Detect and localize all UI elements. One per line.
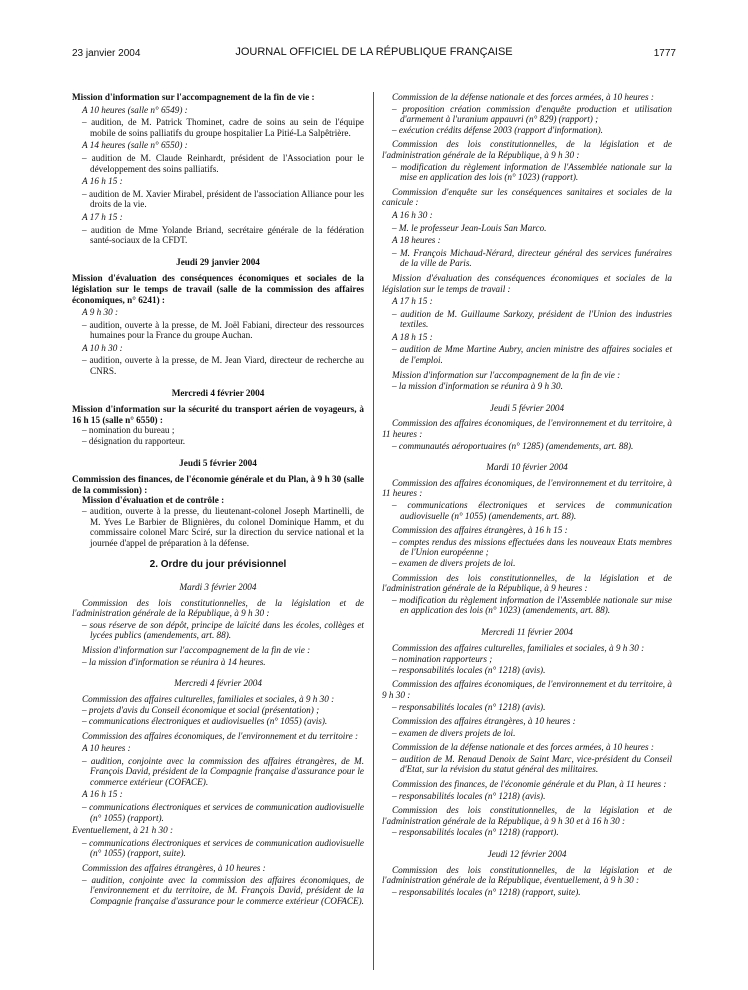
agenda-item: – responsabilités locales (n° 1218) (rapport, suite). bbox=[392, 886, 581, 897]
commission-title: Commission des affaires étrangères, à 10 heures : bbox=[392, 716, 576, 727]
commission-title: Mission d'information sur l'accompagnement de la fin de vie : bbox=[82, 644, 311, 655]
commission-title: Commission des affaires économiques, de l'environnement et du territoire, à 11 heures : bbox=[382, 477, 672, 499]
commission-title: Commission des affaires économiques, de l'environnement et du territoire, à 9 h 30 : bbox=[382, 679, 672, 700]
agenda-item: – proposition création commission d'enquête production et utilisation d'armement à l'uranium appauvri (n° 829) (rapport) ; bbox=[392, 103, 672, 125]
agenda-item: – examen de divers projets de loi. bbox=[392, 727, 516, 738]
mission-title: Mission d'information sur l'accompagnement de la fin de vie : bbox=[72, 92, 315, 102]
agenda-item: – responsabilités locales (n° 1218) (rapport). bbox=[392, 827, 559, 838]
agenda-item: – responsabilités locales (n° 1218) (avis). bbox=[392, 664, 546, 675]
agenda-item: – M. le professeur Jean-Louis San Marco. bbox=[392, 222, 547, 233]
agenda-item: – audition, conjointe avec la commission des affaires étrangères, de M. François David, président de la Compagnie française d'assurance pour le commerce extérieur (COFACE). bbox=[82, 755, 364, 787]
time-slot: A 16 h 15 : bbox=[82, 789, 123, 800]
agenda-item: – communications électroniques et services de communication audiovisuelle (n° 1055) (rapport). bbox=[82, 802, 364, 823]
time-slot: A 17 h 15 : bbox=[392, 296, 433, 307]
time-slot: A 17 h 15 : bbox=[82, 211, 123, 222]
page-number: 1777 bbox=[653, 48, 676, 59]
journal-title: JOURNAL OFFICIEL DE LA RÉPUBLIQUE FRANÇAISE bbox=[235, 46, 513, 58]
commission-title: Commission des lois constitutionnelles, de la législation et de l'administration générale de la République, à 9 h 30 : bbox=[382, 139, 672, 160]
commission-title: Commission des affaires étrangères, à 16 h 15 : bbox=[392, 525, 568, 536]
page-header bbox=[72, 46, 676, 62]
commission-title: Commission des affaires étrangères, à 10 heures : bbox=[82, 863, 266, 874]
day-heading: Mercredi 4 février 2004 bbox=[174, 678, 262, 689]
day-heading: Jeudi 12 février 2004 bbox=[487, 849, 567, 860]
commission-title: Commission de la défense nationale et des forces armées, à 10 heures : bbox=[392, 92, 654, 102]
agenda-item: – communications électroniques et services de communication audiovisuelle (n° 1055) (amendements, art. 88). bbox=[392, 500, 672, 521]
mission-title: Mission d'information sur la sécurité du transport aérien de voyageurs, à 16 h 15 (salle n° 6550) : bbox=[72, 404, 364, 425]
agenda-item: – désignation du rapporteur. bbox=[82, 436, 186, 447]
header-date: 23 janvier 2004 bbox=[72, 48, 141, 59]
agenda-item: – audition de Mme Yolande Briand, secrétaire générale de la fédération santé-sociaux de la CFDT. bbox=[82, 224, 364, 246]
day-heading: Jeudi 29 janvier 2004 bbox=[176, 256, 260, 267]
agenda-item: – comptes rendus des missions effectuées dans les nouveaux Etats membres de l'Union européenne ; bbox=[392, 536, 672, 558]
commission-title: Commission des lois constitutionnelles, de la législation et de l'administration générale de la République, à 9 heures : bbox=[382, 572, 672, 594]
time-slot: A 10 heures : bbox=[82, 743, 131, 754]
mission-subtitle: Mission d'évaluation et de contrôle : bbox=[82, 495, 225, 506]
day-heading: Mercredi 11 février 2004 bbox=[481, 626, 573, 637]
day-heading: Jeudi 5 février 2004 bbox=[489, 402, 565, 413]
agenda-item: – audition, de M. Patrick Thominet, cadre de soins au sein de l'équipe mobile de soins palliatifs du groupe hospitalier La Pitié-La Salpêtrière. bbox=[82, 117, 364, 138]
time-slot: A 18 heures : bbox=[392, 235, 441, 246]
day-heading: Mercredi 4 février 2004 bbox=[171, 387, 265, 398]
time-slot: A 10 h 30 : bbox=[82, 342, 123, 353]
left-column bbox=[72, 92, 364, 906]
column-divider bbox=[373, 92, 374, 970]
commission-title: Commission des affaires culturelles, familiales et sociales, à 9 h 30 : bbox=[82, 693, 335, 704]
agenda-item: – examen de divers projets de loi. bbox=[392, 557, 516, 568]
agenda-item: – responsabilités locales (n° 1218) (avis). bbox=[392, 790, 546, 801]
time-slot: A 16 h 15 : bbox=[82, 176, 123, 187]
agenda-item: – audition, ouverte à la presse, de M. Jean Viard, directeur de recherche au CNRS. bbox=[82, 355, 364, 377]
day-heading: Jeudi 5 février 2004 bbox=[179, 457, 257, 468]
agenda-item: – M. François Michaud-Nérard, directeur général des services funéraires de la ville de Paris. bbox=[392, 247, 672, 269]
agenda-item: – communications électroniques et audiovisuelles (n° 1055) (avis). bbox=[82, 715, 328, 726]
agenda-item: – exécution crédits défense 2003 (rapport d'information). bbox=[392, 124, 603, 135]
agenda-item: – modification du règlement information de l'Assemblée nationale sur mise en application des lois (n° 1023) (amendements, art. 88). bbox=[392, 594, 672, 616]
time-slot: A 10 heures (salle n° 6549) : bbox=[82, 104, 188, 115]
commission-title: Commission des lois constitutionnelles, de la législation et de l'administration générale de la République, éventuellement, à 9 h 30 : bbox=[382, 864, 672, 886]
agenda-item: – projets d'avis du Conseil économique et social (présentation) ; bbox=[82, 705, 320, 716]
commission-title: Commission des lois constitutionnelles, de la législation et de l'administration générale de la République, à 9 h 30 et à 16 h 30 : bbox=[382, 805, 672, 826]
agenda-item: – communautés aéroportuaires (n° 1285) (amendements, art. 88). bbox=[392, 440, 634, 451]
agenda-item: – communications électroniques et services de communication audiovisuelle (n° 1055) (rapport, suite). bbox=[82, 837, 364, 859]
day-heading: Mardi 3 février 2004 bbox=[179, 581, 257, 592]
agenda-item: – nomination du bureau ; bbox=[82, 425, 175, 436]
commission-title: Commission des lois constitutionnelles, de la législation et de l'administration générale de la République, à 9 h 30 : bbox=[72, 597, 364, 619]
commission-title: Mission d'évaluation des conséquences économiques et sociales de la législation sur le temps de travail : bbox=[382, 272, 672, 294]
time-slot: A 9 h 30 : bbox=[82, 307, 119, 318]
agenda-item: – la mission d'information se réunira à 9 h 30. bbox=[392, 381, 563, 392]
agenda-item: – audition de M. Guillaume Sarkozy, président de l'Union des industries textiles. bbox=[392, 308, 672, 330]
commission-title: Commission d'enquête sur les conséquences sanitaires et sociales de la canicule : bbox=[382, 186, 672, 208]
time-slot: A 18 h 15 : bbox=[392, 331, 433, 342]
time-slot: Eventuellement, à 21 h 30 : bbox=[72, 825, 174, 836]
time-slot: A 16 h 30 : bbox=[392, 209, 433, 220]
agenda-item: – audition de M. Renaud Denoix de Saint Marc, vice-président du Conseil d'Etat, sur la révision du statut général des militaires. bbox=[392, 753, 672, 775]
commission-title: Commission des affaires économiques, de l'environnement et du territoire : bbox=[82, 730, 359, 741]
agenda-item: – audition, ouverte à la presse, de M. Joël Fabiani, directeur des ressources humaines pour la France du groupe Auchan. bbox=[82, 319, 364, 341]
agenda-item: – modification du règlement information de l'Assemblée nationale sur la mise en application des lois (n° 1023) (rapport). bbox=[392, 161, 672, 183]
right-column bbox=[382, 92, 672, 897]
agenda-item: – nomination rapporteurs ; bbox=[392, 654, 493, 665]
agenda-item: – audition de M. Claude Reinhardt, président de l'Association pour le développement des soins palliatifs. bbox=[82, 152, 364, 174]
day-heading: Mardi 10 février 2004 bbox=[486, 462, 568, 473]
agenda-item: – la mission d'information se réunira à 14 heures. bbox=[82, 656, 266, 667]
agenda-item: – audition de Mme Martine Aubry, ancien ministre des affaires sociales et de l'emploi. bbox=[392, 344, 672, 366]
commission-title: Commission des affaires culturelles, familiales et sociales, à 9 h 30 : bbox=[392, 642, 645, 653]
agenda-item: – responsabilités locales (n° 1218) (avis). bbox=[392, 701, 546, 712]
commission-title: Commission de la défense nationale et des forces armées, à 10 heures : bbox=[392, 742, 654, 753]
mission-title: Mission d'évaluation des conséquences économiques et sociales de la législation sur le temps de travail (salle de la commission des affaires économiques, n° 6241) : bbox=[72, 273, 364, 305]
commission-title: Commission des affaires économiques, de l'environnement et du territoire, à 11 heures : bbox=[382, 418, 672, 440]
agenda-item: – sous réserve de son dépôt, principe de laïcité dans les écoles, collèges et lycées publics (amendements, art. 88). bbox=[82, 619, 364, 641]
agenda-item: – audition, ouverte à la presse, du lieutenant-colonel Joseph Martinelli, de M. Yves Le Barbier de Blignières, du colonel Dominique Hamm, et du commissaire colonel Marc Sciré, sur la direction du service national et la journée d'appel de préparation à la défense. bbox=[82, 506, 364, 548]
agenda-item: – audition, conjointe avec la commission des affaires économiques, de l'environnement et du territoire, de M. François David, président de la Compagnie française d'assurance pour le commerce extérieur (COFACE). bbox=[82, 874, 364, 906]
section-heading: 2. Ordre du jour prévisionnel bbox=[149, 559, 287, 571]
time-slot: A 14 heures (salle n° 6550) : bbox=[82, 140, 188, 151]
agenda-item: – audition de M. Xavier Mirabel, président de l'association Alliance pour les droits de la vie. bbox=[82, 188, 364, 210]
commission-title: Commission des finances, de l'économie générale et du Plan, à 9 h 30 (salle de la commission) : bbox=[72, 474, 364, 495]
commission-title: Mission d'information sur l'accompagnement de la fin de vie : bbox=[392, 369, 621, 380]
commission-title: Commission des finances, de l'économie générale et du Plan, à 11 heures : bbox=[392, 779, 667, 790]
